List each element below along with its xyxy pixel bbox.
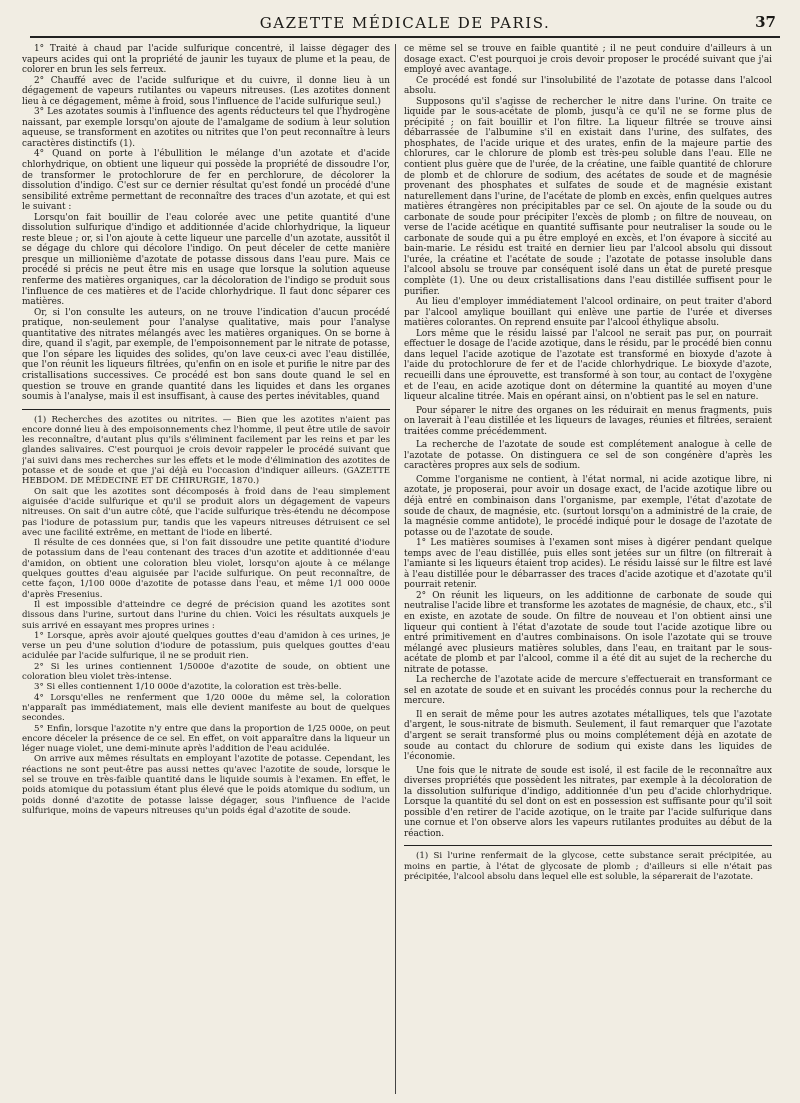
right-column bbox=[404, 44, 772, 1097]
footnote-paragraph: (1) Recherches des azotites ou nitrites. — Bien que les azotites n'aient pas encore donné lieu à des empoisonnements chez l'homme, il peut être utile de savoir les reconnaître, d'autant plus qu'ils s'éliminent facilement par les reins et par les glandes salivaires. C'est pourquoi je crois devoir rappeler le procédé suivant que j'ai suivi dans mes recherches sur les effets et le mode d'élimination des azotites de potasse et de soude et que j'ai déjà eu l'occasion d'indiquer ailleurs. (GAZETTE HEBDOM. DE MÉDECINE ET DE CHIRURGIE, 1870.) bbox=[22, 414, 390, 487]
paragraph: 1° Traité à chaud par l'acide sulfurique concentré, il laisse dégager des vapeurs acides qui ont la propriété de jaunir les tuyaux de plume et la peau, de colorer en brun les sels ferreux. bbox=[22, 44, 390, 76]
paragraph: Supposons qu'il s'agisse de rechercher le nitre dans l'urine. On traite ce liquide par le sous-acétate de plomb, jusqu'à ce qu'il ne se forme plus de précipité ; on fait bouillir et l'on filtre. La liqueur filtrée se trouve ainsi débarrassée de l'albumine s'il en existait dans l'urine, des sulfates, des phosphates, de l'acide urique et des urates, enfin de la majeure partie des chlorures, car le chlorure de plomb est très-peu soluble dans l'eau. Elle ne contient plus guère que de l'urée, de la créatine, une faible quantité de chlorure de plomb et de chlorure de sodium, des acétates de soude et de magnésie provenant des phosphates et sulfates de soude et de magnésie existant naturellement dans l'urine, de l'acétate de plomb en excès, enfin quelques autres matières étrangères non précipitables par ce sel. On ajoute de la soude ou du carbonate de soude pour précipiter l'excès de plomb ; on filtre de nouveau, on verse de l'acide acétique en quantité suffisante pour neutraliser la soude ou le carbonate de soude qui a pu être employé en excès, et l'on évapore à siccité au bain-marie. Le résidu est traité en dernier lieu par l'alcool absolu qui dissout l'urée, la créatine et l'acétate de soude ; l'azotate de potasse insoluble dans l'alcool absolu se trouve par conséquent isolé dans un état de pureté presque complète (1). Une ou deux cristallisations dans l'eau distillée suffisent pour le purifier. bbox=[404, 96, 772, 297]
footnote-glycose bbox=[404, 851, 772, 882]
footnote-paragraph: 4° Lorsqu'elles ne renferment que 1/20 000e du même sel, la coloration n'apparaît pas immédiatement, mais elle devient manifeste au bout de quelques secondes. bbox=[22, 692, 390, 724]
paragraph: La recherche de l'azotate de soude est complétement analogue à celle de l'azotate de potasse. On distinguera ce sel de son congénère d'après les caractères propres aux sels de sodium. bbox=[404, 440, 772, 472]
footnote-azotites bbox=[22, 415, 390, 817]
footnote-paragraph: 3° Si elles contiennent 1/10 000e d'azotite, la coloration est très-belle. bbox=[34, 682, 342, 693]
paragraph: 4° Quand on porte à l'ébullition le mélange d'un azotate et d'acide chlorhydrique, on obtient une liqueur qui possède la propriété de dissoudre l'or, de transformer le protochlorure de fer en perchlorure, de décolorer la dissolution d'indigo. C'est sur ce dernier résultat qu'est fondé un procédé d'une sensibilité extrême permettant de reconnaître des traces d'un azotate, et qui est le suivant : bbox=[22, 149, 390, 213]
footnote-paragraph: 2° Si les urines contiennent 1/5000e d'azotite de soude, on obtient une coloration bleu violet très-intense. bbox=[22, 661, 390, 683]
paragraph: Lorsqu'on fait bouillir de l'eau colorée avec une petite quantité d'une dissolution sulfurique d'indigo et additionnée d'acide chlorhydrique, la liqueur reste bleue ; or, si l'on ajoute à cette liqueur une parcelle d'un azotate, aussitôt il se dégage du chlore qui décolore l'indigo. On peut déceler de cette manière presque un millionième d'azotate de potasse dissous dans l'eau pure. Mais ce procédé si précis ne peut être mis en usage que lorsque la solution aqueuse renferme des matières organiques, car la décoloration de l'indigo se produit sous l'influence de ces matières et de l'acide chlorhydrique. Il faut donc séparer ces matières. bbox=[22, 212, 390, 308]
page-header bbox=[30, 10, 780, 38]
paragraph: Lors même que le résidu laissé par l'alcool ne serait pas pur, on pourrait effectuer le dosage de l'acide azotique, dans le résidu, par le procédé bien connu dans lequel l'acide azotique de l'azotate est transformé en bioxyde d'azote à l'aide du protochlorure de fer et de l'acide chlorhydrique. Le bioxyde d'azote, recueilli dans une éprouvette, est transformé à son tour, au contact de l'oxygène et de l'eau, en acide azotique dont on détermine la quantité au moyen d'une liqueur alcaline titrée. Mais en opérant ainsi, on n'obtient pas le sel en nature. bbox=[404, 328, 772, 403]
paragraph: La recherche de l'azotate acide de mercure s'effectuerait en transformant ce sel en azotate de soude et en suivant les procédés connus pour la recherche du mercure. bbox=[404, 675, 772, 707]
paragraph: Ce procédé est fondé sur l'insolubilité de l'azotate de potasse dans l'alcool absolu. bbox=[404, 75, 772, 97]
footnote-paragraph: 1° Lorsque, après avoir ajouté quelques gouttes d'eau d'amidon à ces urines, je verse un peu d'une solution d'iodure de potassium, puis quelques gouttes d'eau acidulée par l'acide sulfurique, il ne se produit rien. bbox=[22, 630, 390, 662]
left-column bbox=[22, 44, 390, 1097]
page-number: 37 bbox=[755, 13, 776, 31]
footnote-paragraph: 5° Enfin, lorsque l'azotite n'y entre que dans la proportion de 1/25 000e, on peut encore déceler la présence de ce sel. En effet, on voit apparaître dans la liqueur un léger nuage violet, une demi-minute après l'addition de l'eau acidulée. bbox=[22, 723, 390, 755]
footnote-paragraph: Il résulte de ces données que, si l'on fait dissoudre une petite quantité d'iodure de potassium dans de l'eau contenant des traces d'un azotite et additionnée d'eau d'amidon, on obtient une coloration bleu violet, lorsqu'on ajoute à ce mélange quelques gouttes d'eau aiguisée par l'acide sulfurique. On peut reconnaître, de cette façon, 1/100 000e d'azotite de potasse dans l'eau, et même 1/1 000 000e d'après Fresenius. bbox=[22, 538, 390, 600]
footnote-paragraph: On sait que les azotites sont décomposés à froid dans de l'eau simplement aiguisée d'acide sulfurique et qu'il se produit alors un dégagement de vapeurs nitreuses. On sait d'un autre côté, que l'acide sulfurique très-étendu ne décompose pas l'iodure de potassium pur, tandis que les vapeurs nitreuses détruisent ce sel avec une facilité extrême, en mettant de l'iode en liberté. bbox=[22, 486, 390, 538]
footnote-paragraph: On arrive aux mêmes résultats en employant l'azotite de potasse. Cependant, les réactions ne sont peut-être pas aussi nettes qu'avec l'azotite de soude, lorsque le sel se trouve en très-faible quantité dans le liquide soumis à l'examen. En effet, le poids atomique du potassium étant plus élevé que le poids atomique du sodium, un poids donné d'azotite de potasse laisse dégager, sous l'influence de l'acide sulfurique, moins de vapeurs nitreuses qu'un poids égal d'azotite de soude. bbox=[22, 754, 390, 816]
paragraph: Une fois que le nitrate de soude est isolé, il est facile de le reconnaître aux diverses propriétés que possèdent les nitrates, par exemple à la décoloration de la dissolution sulfurique d'indigo, additionnée d'un peu d'acide chlorhydrique. Lorsque la quantité du sel dont on est en possession est suffisante pour qu'il soit possible d'en retirer de l'acide azotique, on le traite par l'acide sulfurique dans une cornue et l'on observe alors les vapeurs rutilantes produites au début de la réaction. bbox=[404, 765, 772, 839]
footnote-paragraph: (1) Si l'urine renfermait de la glycose, cette substance serait précipitée, au moins en partie, à l'état de glycosate de plomb ; d'ailleurs si elle n'était pas précipitée, l'alcool absolu dans lequel elle est soluble, la séparerait de l'azotate. bbox=[404, 851, 772, 883]
footnote-paragraph: Il est impossible d'atteindre ce degré de précision quand les azotites sont dissous dans l'urine, surtout dans l'urine du chien. Voici les résultats auxquels je suis arrivé en essayant mes propres urines : bbox=[22, 599, 390, 631]
paragraph: Pour séparer le nitre des organes on les réduirait en menus fragments, puis on laverait à l'eau distillée et les liqueurs de lavages, réunies et filtrées, seraient traitées comme précédemment. bbox=[404, 405, 772, 437]
paragraph: 3° Les azotates soumis à l'influence des agents réducteurs tel que l'hydrogène naissant, par exemple lorsqu'on ajoute de l'amalgame de sodium à leur solution aqueuse, se transforment en azotites ou nitrites que l'on peut reconnaître à leurs caractères distinctifs (1). bbox=[22, 107, 390, 149]
footnote-rule bbox=[22, 409, 390, 410]
paragraph: Or, si l'on consulte les auteurs, on ne trouve l'indication d'aucun procédé pratique, non-seulement pour l'analyse qualitative, mais pour l'analyse quantitative des nitrates mélangés avec les matières organiques. On se borne à dire, quand il s'agit, par exemple, de l'empoisonnement par le nitrate de potasse, que l'on sépare les liquides des solides, qu'on lave ceux-ci avec l'eau distillée, que l'on réunit les liqueurs filtrées, qu'enfin on en isole et purifie le nitre par des cristallisations successives. Ce procédé est bon sans doute quand le sel en question se trouve en grande quantité dans les liquides et dans les organes soumis à l'analyse, mais il est insuffisant, à cause des pertes inévitables, quand bbox=[22, 307, 390, 403]
journal-title: GAZETTE MÉDICALE DE PARIS. bbox=[259, 14, 551, 32]
paragraph: Comme l'organisme ne contient, à l'état normal, ni acide azotique libre, ni azotate, je proposerai, pour avoir un dosage exact, de l'acide azotique libre ou déjà entré en combinaison dans l'organisme, par exemple, l'état d'azotate de soude de chaux, de magnésie, etc. (surtout lorsqu'on a administré de la craie, de la magnésie comme antidote), le procédé indiqué pour le dosage de l'azotate de potasse ou de l'azotate de soude. bbox=[404, 474, 772, 538]
footnote-rule bbox=[404, 845, 772, 846]
paragraph: 2° On réunit les liqueurs, on les additionne de carbonate de soude qui neutralise l'acide libre et transforme les azotates de magnésie, de chaux, etc., s'il en existe, en azotate de soude. On filtre de nouveau et l'on obtient ainsi une liqueur qui contient à l'état d'azotate de soude tout l'acide azotique libre ou entré primitivement en d'autres combinaisons. On isole l'azotate qui se trouve mélangé avec plusieurs matières solubles, dans l'eau, en traitant par le sous-acétate de plomb et par l'alcool, comme il a été dit au sujet de la recherche du nitrate de potasse. bbox=[404, 590, 772, 675]
column-divider bbox=[395, 44, 396, 1094]
paragraph: 1° Les matières soumises à l'examen sont mises à digérer pendant quelque temps avec de l'eau distillée, puis elles sont jetées sur un filtre (on filtrerait à l'amiante si les liqueurs étaient trop acides). Le résidu laissé sur le filtre est lavé à l'eau distillée pour le débarrasser des traces d'acide azotique et d'azotate qu'il pourrait retenir. bbox=[404, 538, 772, 591]
paragraph: Il en serait de même pour les autres azotates métalliques, tels que l'azotate d'argent, le sous-nitrate de bismuth. Seulement, il faut remarquer que l'azotate d'argent se serait transformé plus ou moins complétement déjà en azotate de soude au contact du chlorure de sodium qui existe dans les liquides de l'économie. bbox=[404, 709, 772, 763]
paragraph: ce même sel se trouve en faible quantité ; il ne peut conduire d'ailleurs à un dosage exact. C'est pourquoi je crois devoir proposer le procédé suivant que j'ai employé avec avantage. bbox=[404, 44, 772, 76]
paragraph: 2° Chauffé avec de l'acide sulfurique et du cuivre, il donne lieu à un dégagement de vapeurs rutilantes ou vapeurs nitreuses. (Les azotites donnent lieu à ce dégagement, même à froid, sous l'influence de l'acide sulfurique seul.) bbox=[22, 75, 390, 107]
paragraph: Au lieu d'employer immédiatement l'alcool ordinaire, on peut traiter d'abord par l'alcool amylique bouillant qui enlève une partie de l'urée et diverses matières colorantes. On reprend ensuite par l'alcool éthylique absolu. bbox=[404, 297, 772, 329]
